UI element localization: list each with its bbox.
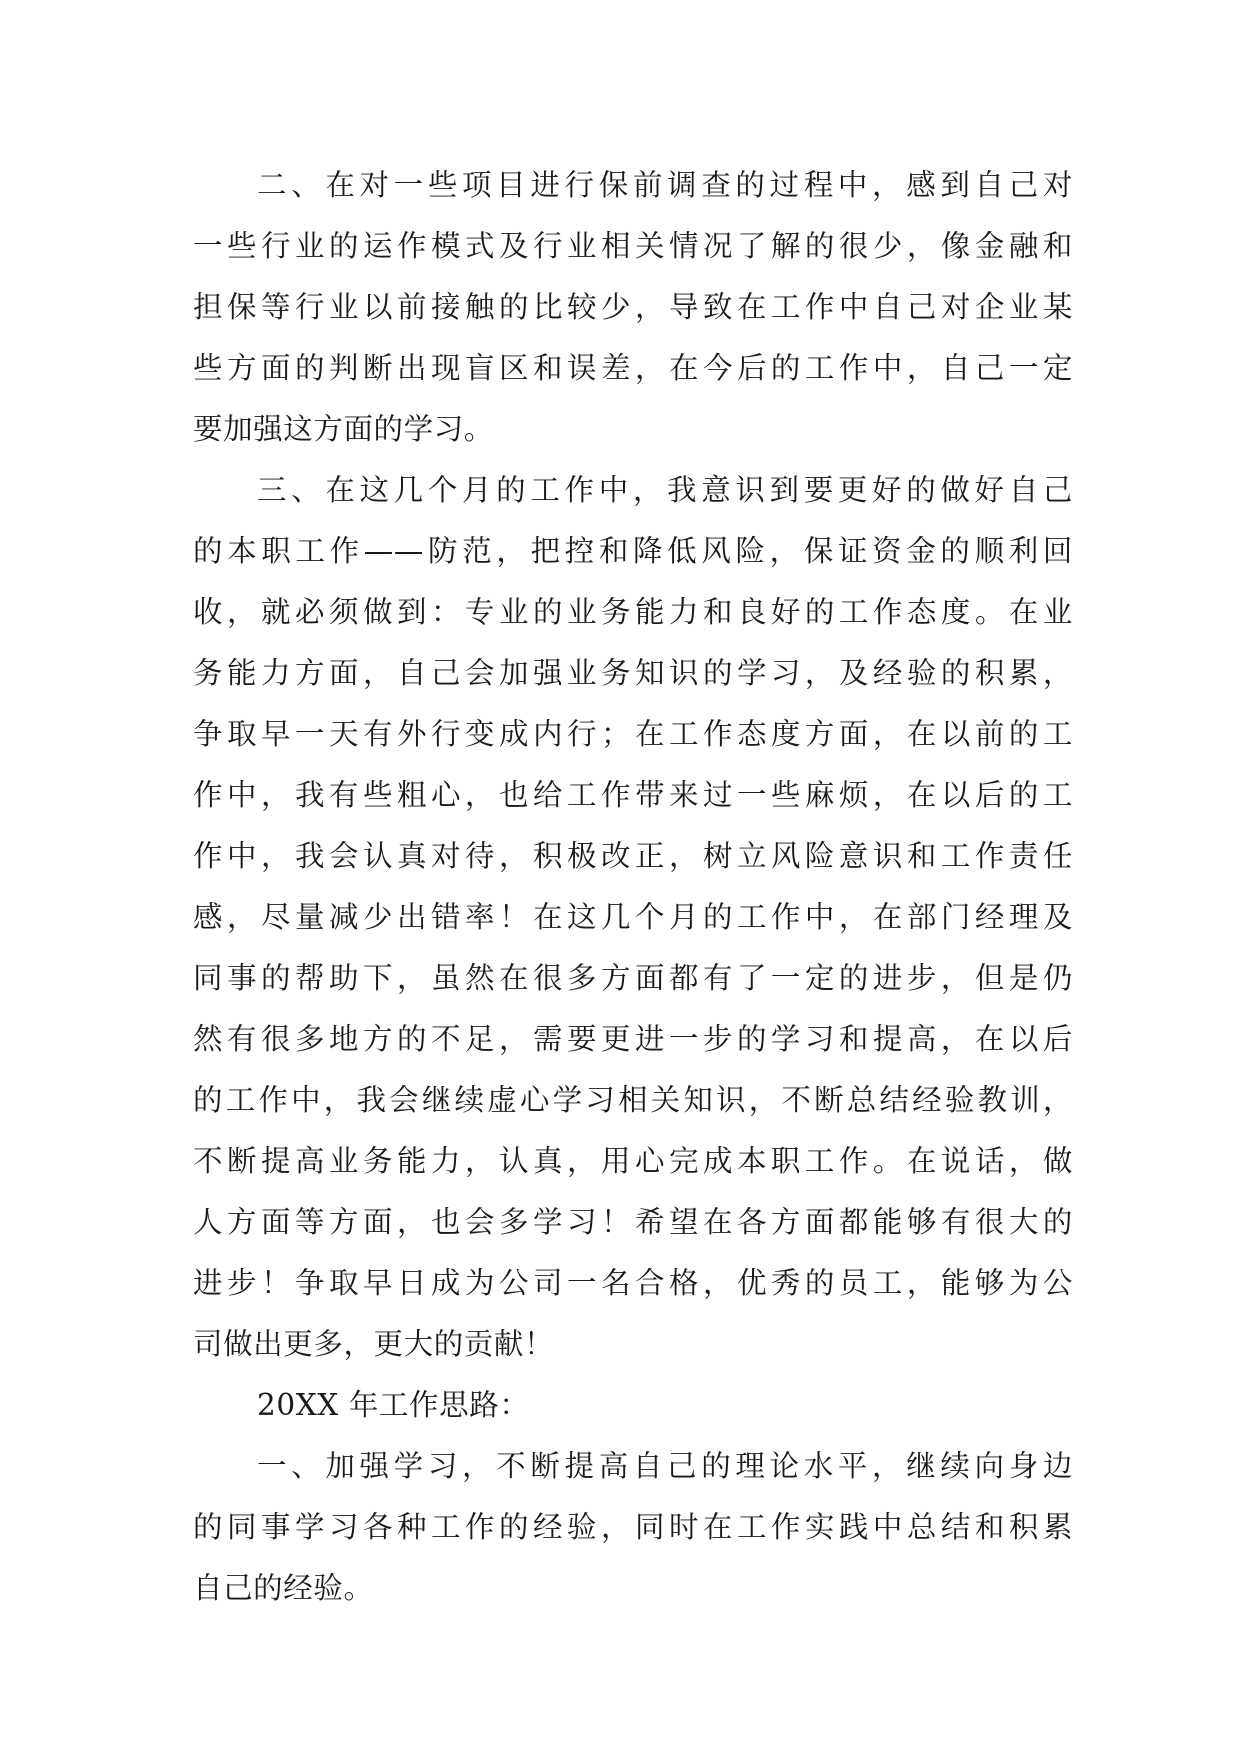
- text-line: 感，尽量减少出错率！在这几个月的工作中，在部门经理及: [193, 900, 1073, 934]
- text-line: 收，就必须做到：专业的业务能力和良好的工作态度。在业: [193, 595, 1073, 629]
- text-line: 的本职工作——防范，把控和降低风险，保证资金的顺利回: [193, 534, 1073, 568]
- text-line: 作中，我会认真对待，积极改正，树立风险意识和工作责任: [193, 839, 1073, 873]
- text-line: 要加强这方面的学习。: [193, 412, 494, 446]
- text-line: 的工作中，我会继续虚心学习相关知识，不断总结经验教训，: [193, 1083, 1073, 1117]
- text-line: 三、在这几个月的工作中，我意识到要更好的做好自己: [257, 473, 1073, 507]
- text-line: 二、在对一些项目进行保前调查的过程中，感到自己对: [257, 168, 1073, 202]
- text-line: 作中，我有些粗心，也给工作带来过一些麻烦，在以后的工: [193, 778, 1073, 812]
- text-line: 一、加强学习，不断提高自己的理论水平，继续向身边: [257, 1449, 1073, 1483]
- text-line: 担保等行业以前接触的比较少，导致在工作中自己对企业某: [193, 290, 1073, 324]
- text-line: 司做出更多，更大的贡献！: [193, 1327, 555, 1361]
- text-line: 争取早一天有外行变成内行；在工作态度方面，在以前的工: [193, 717, 1073, 751]
- text-line: 些方面的判断出现盲区和误差，在今后的工作中，自己一定: [193, 351, 1073, 385]
- text-line: 不断提高业务能力，认真，用心完成本职工作。在说话，做: [193, 1144, 1073, 1178]
- text-line: 进步！争取早日成为公司一名合格，优秀的员工，能够为公: [193, 1266, 1073, 1300]
- section-heading: 20XX 年工作思路：: [257, 1388, 530, 1422]
- text-line: 务能力方面，自己会加强业务知识的学习，及经验的积累，: [193, 656, 1073, 690]
- document-body: [193, 155, 1073, 1619]
- text-line: 然有很多地方的不足，需要更进一步的学习和提高，在以后: [193, 1022, 1073, 1056]
- text-line: 同事的帮助下，虽然在很多方面都有了一定的进步，但是仍: [193, 961, 1073, 995]
- text-line: 人方面等方面，也会多学习！希望在各方面都能够有很大的: [193, 1205, 1073, 1239]
- text-line: 的同事学习各种工作的经验，同时在工作实践中总结和积累: [193, 1510, 1073, 1544]
- text-line: 一些行业的运作模式及行业相关情况了解的很少，像金融和: [193, 229, 1073, 263]
- text-line: 自己的经验。: [193, 1571, 374, 1605]
